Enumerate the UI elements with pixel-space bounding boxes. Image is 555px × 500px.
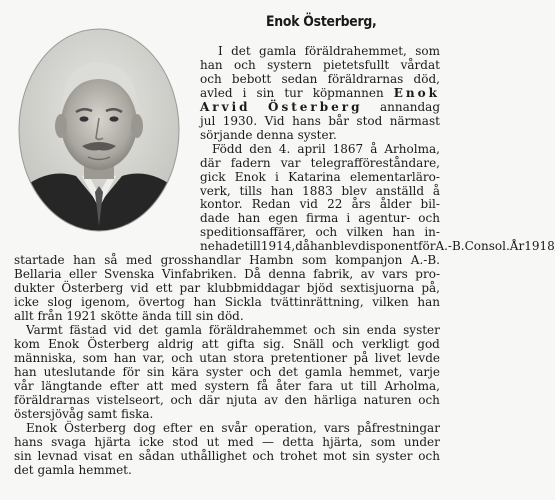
text-line: människa, som han var, och utan stora pretentioner på livet levde	[14, 350, 440, 365]
text-line: I det gamla föräldrahemmet, som	[218, 44, 440, 58]
text-line: kontor. Redan vid 22 års ålder bil-	[200, 197, 440, 212]
text-line: speditionsaffärer, och vilken han in-	[200, 225, 440, 240]
text-line: där fadern var telegrafföreståndare,	[200, 155, 440, 170]
portrait-illustration	[14, 26, 184, 234]
text-line: och bebott sedan föräldrarnas död,	[200, 71, 440, 86]
text-line: hans svaga hjärta icke stod ut med — detta hjärta, som under	[14, 434, 440, 449]
text-line: östersjövåg samt fiska.	[14, 406, 154, 421]
text-line: sörjande denna syster.	[200, 127, 337, 142]
text-line: avled i sin tur köpmannen Enok	[200, 85, 440, 100]
text-line: Bellaria eller Svenska Vinfabriken. Då denna fabrik, av vars pro-	[14, 267, 440, 282]
text-line: sin levnad visat en sådan uthållighet och trohet mot sin syster och	[14, 448, 440, 463]
text-line: vår längtande efter att med systern få åter fara ut till Arholma,	[14, 378, 440, 393]
text-line: jul 1930. Vid hans bår stod närmast	[200, 113, 440, 128]
text-line: kom Enok Österberg aldrig att gifta sig. Snäll och verkligt god	[14, 336, 440, 351]
portrait-photo	[14, 26, 184, 234]
text-line: Enok Österberg dog efter en svår operation, vars påfrestningar	[26, 420, 440, 435]
text-line: gick Enok i Katarina elementarläro-	[200, 169, 440, 184]
obituary-title: Enok Österberg,	[266, 14, 377, 30]
text-line: Varmt fästad vid det gamla föräldrahemmet och sin enda syster	[26, 323, 440, 337]
text-line: nehade till 1914, då han blev disponent för A.-B. Consol. År 1918	[200, 239, 555, 254]
text-line: icke slog igenom, övertog han Sickla tvättinrättning, vilken han	[14, 295, 440, 310]
text-line: föräldrarnas vistelseort, och där njuta av den härliga naturen och	[14, 392, 440, 407]
text-line: verk, tills han 1883 blev anställd å	[200, 183, 440, 198]
text-line: Arvid Österberg annandag	[200, 99, 440, 114]
text-line: han och systern pietetsfullt vårdat	[200, 57, 440, 72]
text-line: dade han egen firma i agentur- och	[200, 211, 440, 226]
text-line: allt från 1921 skötte ända till sin död.	[14, 309, 244, 324]
text-line: det gamla hemmet.	[14, 462, 132, 477]
text-line: Född den 4. april 1867 å Arholma,	[212, 141, 440, 156]
text-line: dukter Österberg vid ett par klubbmiddagar bjöd sextisjuorna på,	[14, 281, 440, 296]
text-line: startade han så med grosshandlar Hambn som kompanjon A.-B.	[14, 253, 440, 268]
text-line: han uteslutande för sin kära syster och det gamla hemmet, varje	[14, 364, 440, 379]
